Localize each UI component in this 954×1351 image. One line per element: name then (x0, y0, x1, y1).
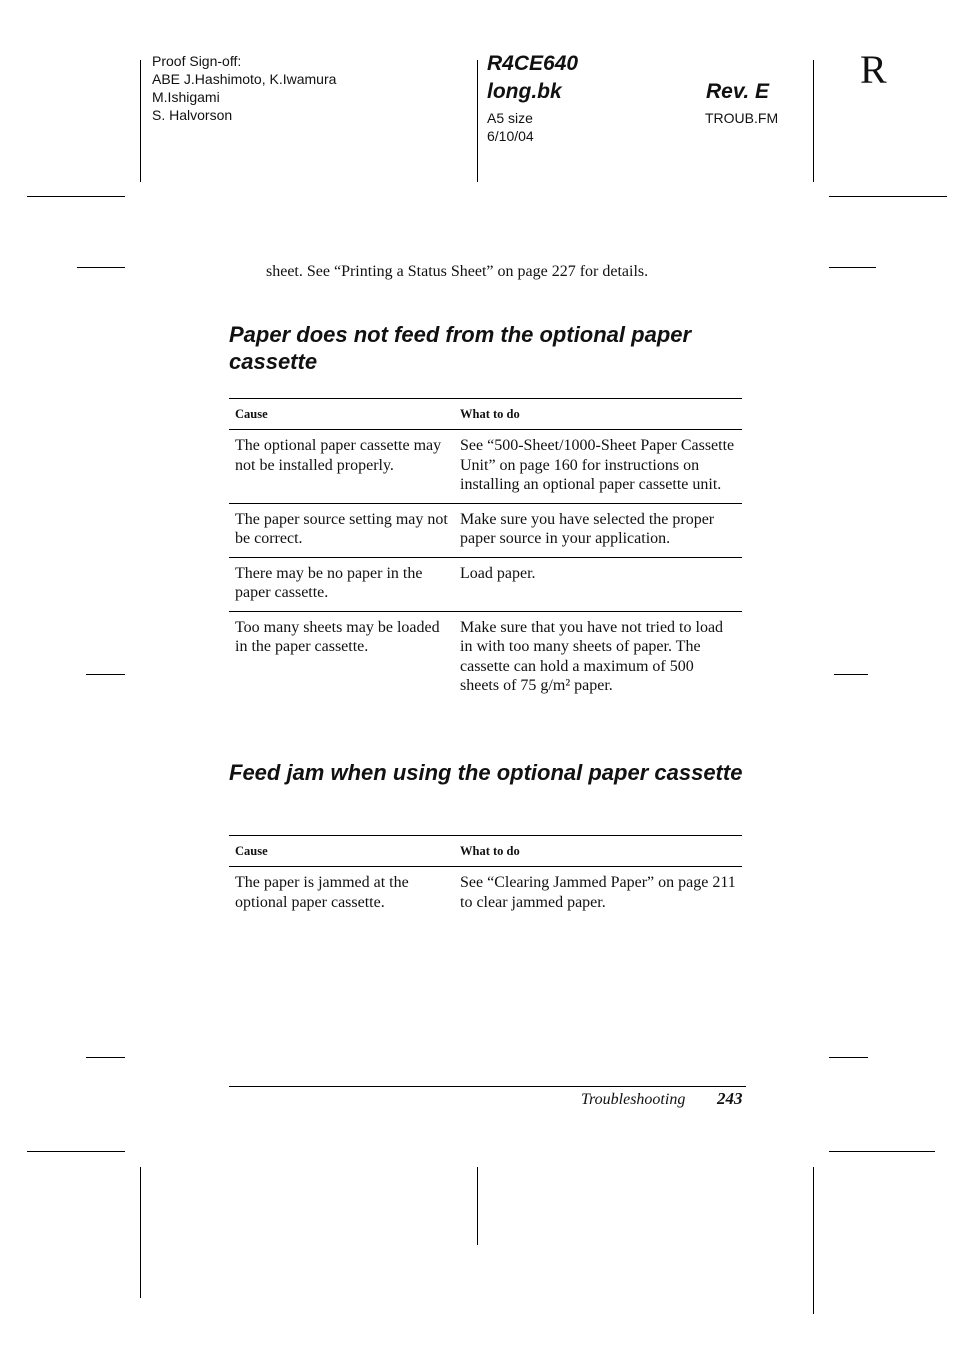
cause-cell: There may be no paper in the paper cassette. (229, 557, 454, 611)
todo-cell: Make sure that you have not tried to load in with too many sheets of paper. The cassette can hold a maximum of 500 sheets of 75 g/m² paper. (460, 618, 724, 694)
cause-cell: Too many sheets may be loaded in the paper cassette. (235, 618, 440, 655)
table-row (229, 557, 742, 611)
proof-line: M.Ishigami (152, 89, 220, 105)
crop-mark (813, 60, 814, 182)
column-header-todo: What to do (454, 399, 742, 430)
code-number: R4CE640 (487, 52, 579, 75)
crop-mark (477, 1167, 478, 1245)
todo-cell: See “Clearing Jammed Paper” on page 211 to clear jammed paper. (460, 874, 736, 911)
crop-mark (86, 674, 125, 675)
section-heading: Paper does not feed from the optional paper cassette (229, 322, 692, 374)
table-row (229, 503, 742, 557)
todo-cell: Make sure you have selected the proper paper source in your application. (454, 503, 742, 557)
crop-mark (27, 1151, 125, 1152)
cause-cell: The paper is jammed at the optional paper cassette. (235, 874, 409, 911)
proof-line: ABE J.Hashimoto, K.Iwamura (152, 71, 337, 87)
column-header-todo: What to do (454, 836, 742, 867)
proof-signoff (152, 52, 336, 124)
footer-chapter: Troubleshooting (581, 1091, 686, 1108)
crop-mark (813, 1167, 814, 1314)
page-number: 243 (717, 1089, 743, 1108)
crop-mark (834, 674, 868, 675)
proof-line: Proof Sign-off: (152, 53, 242, 69)
doc-meta (487, 109, 534, 145)
footer-rule (229, 1086, 746, 1087)
crop-mark (477, 60, 478, 182)
table-row (229, 430, 742, 504)
column-header-cause: Cause (229, 836, 454, 867)
crop-mark (829, 1151, 935, 1152)
section-heading: Feed jam when using the optional paper cassette (229, 760, 743, 785)
document-code (487, 50, 578, 106)
file-name: TROUB.FM (705, 110, 779, 126)
corner-letter: R (860, 47, 887, 92)
todo-cell: Load paper. (454, 557, 742, 611)
troubleshooting-table (229, 398, 742, 704)
paper-size: A5 size (487, 110, 533, 126)
crop-mark (27, 196, 125, 197)
crop-mark (829, 1057, 868, 1058)
todo-cell: See “500-Sheet/1000-Sheet Paper Cassette Unit” on page 160 for instructions on installing an optional paper cassette unit. (454, 430, 742, 504)
book-name: long.bk (487, 80, 562, 103)
crop-mark (140, 60, 141, 182)
cause-cell: The optional paper cassette may not be installed properly. (229, 430, 454, 504)
proof-line: S. Halvorson (152, 107, 233, 123)
troubleshooting-table (229, 835, 742, 920)
table-row (229, 867, 742, 921)
doc-date: 6/10/04 (487, 128, 534, 144)
column-header-cause: Cause (229, 399, 454, 430)
table-row (229, 611, 742, 704)
cause-cell: The paper source setting may not be correct. (229, 503, 454, 557)
revision: Rev. E (706, 80, 770, 103)
crop-mark (140, 1167, 141, 1298)
crop-mark (829, 267, 876, 268)
crop-mark (77, 267, 125, 268)
crop-mark (829, 196, 947, 197)
crop-mark (86, 1057, 125, 1058)
intro-text: sheet. See “Printing a Status Sheet” on page 227 for details. (266, 263, 649, 280)
